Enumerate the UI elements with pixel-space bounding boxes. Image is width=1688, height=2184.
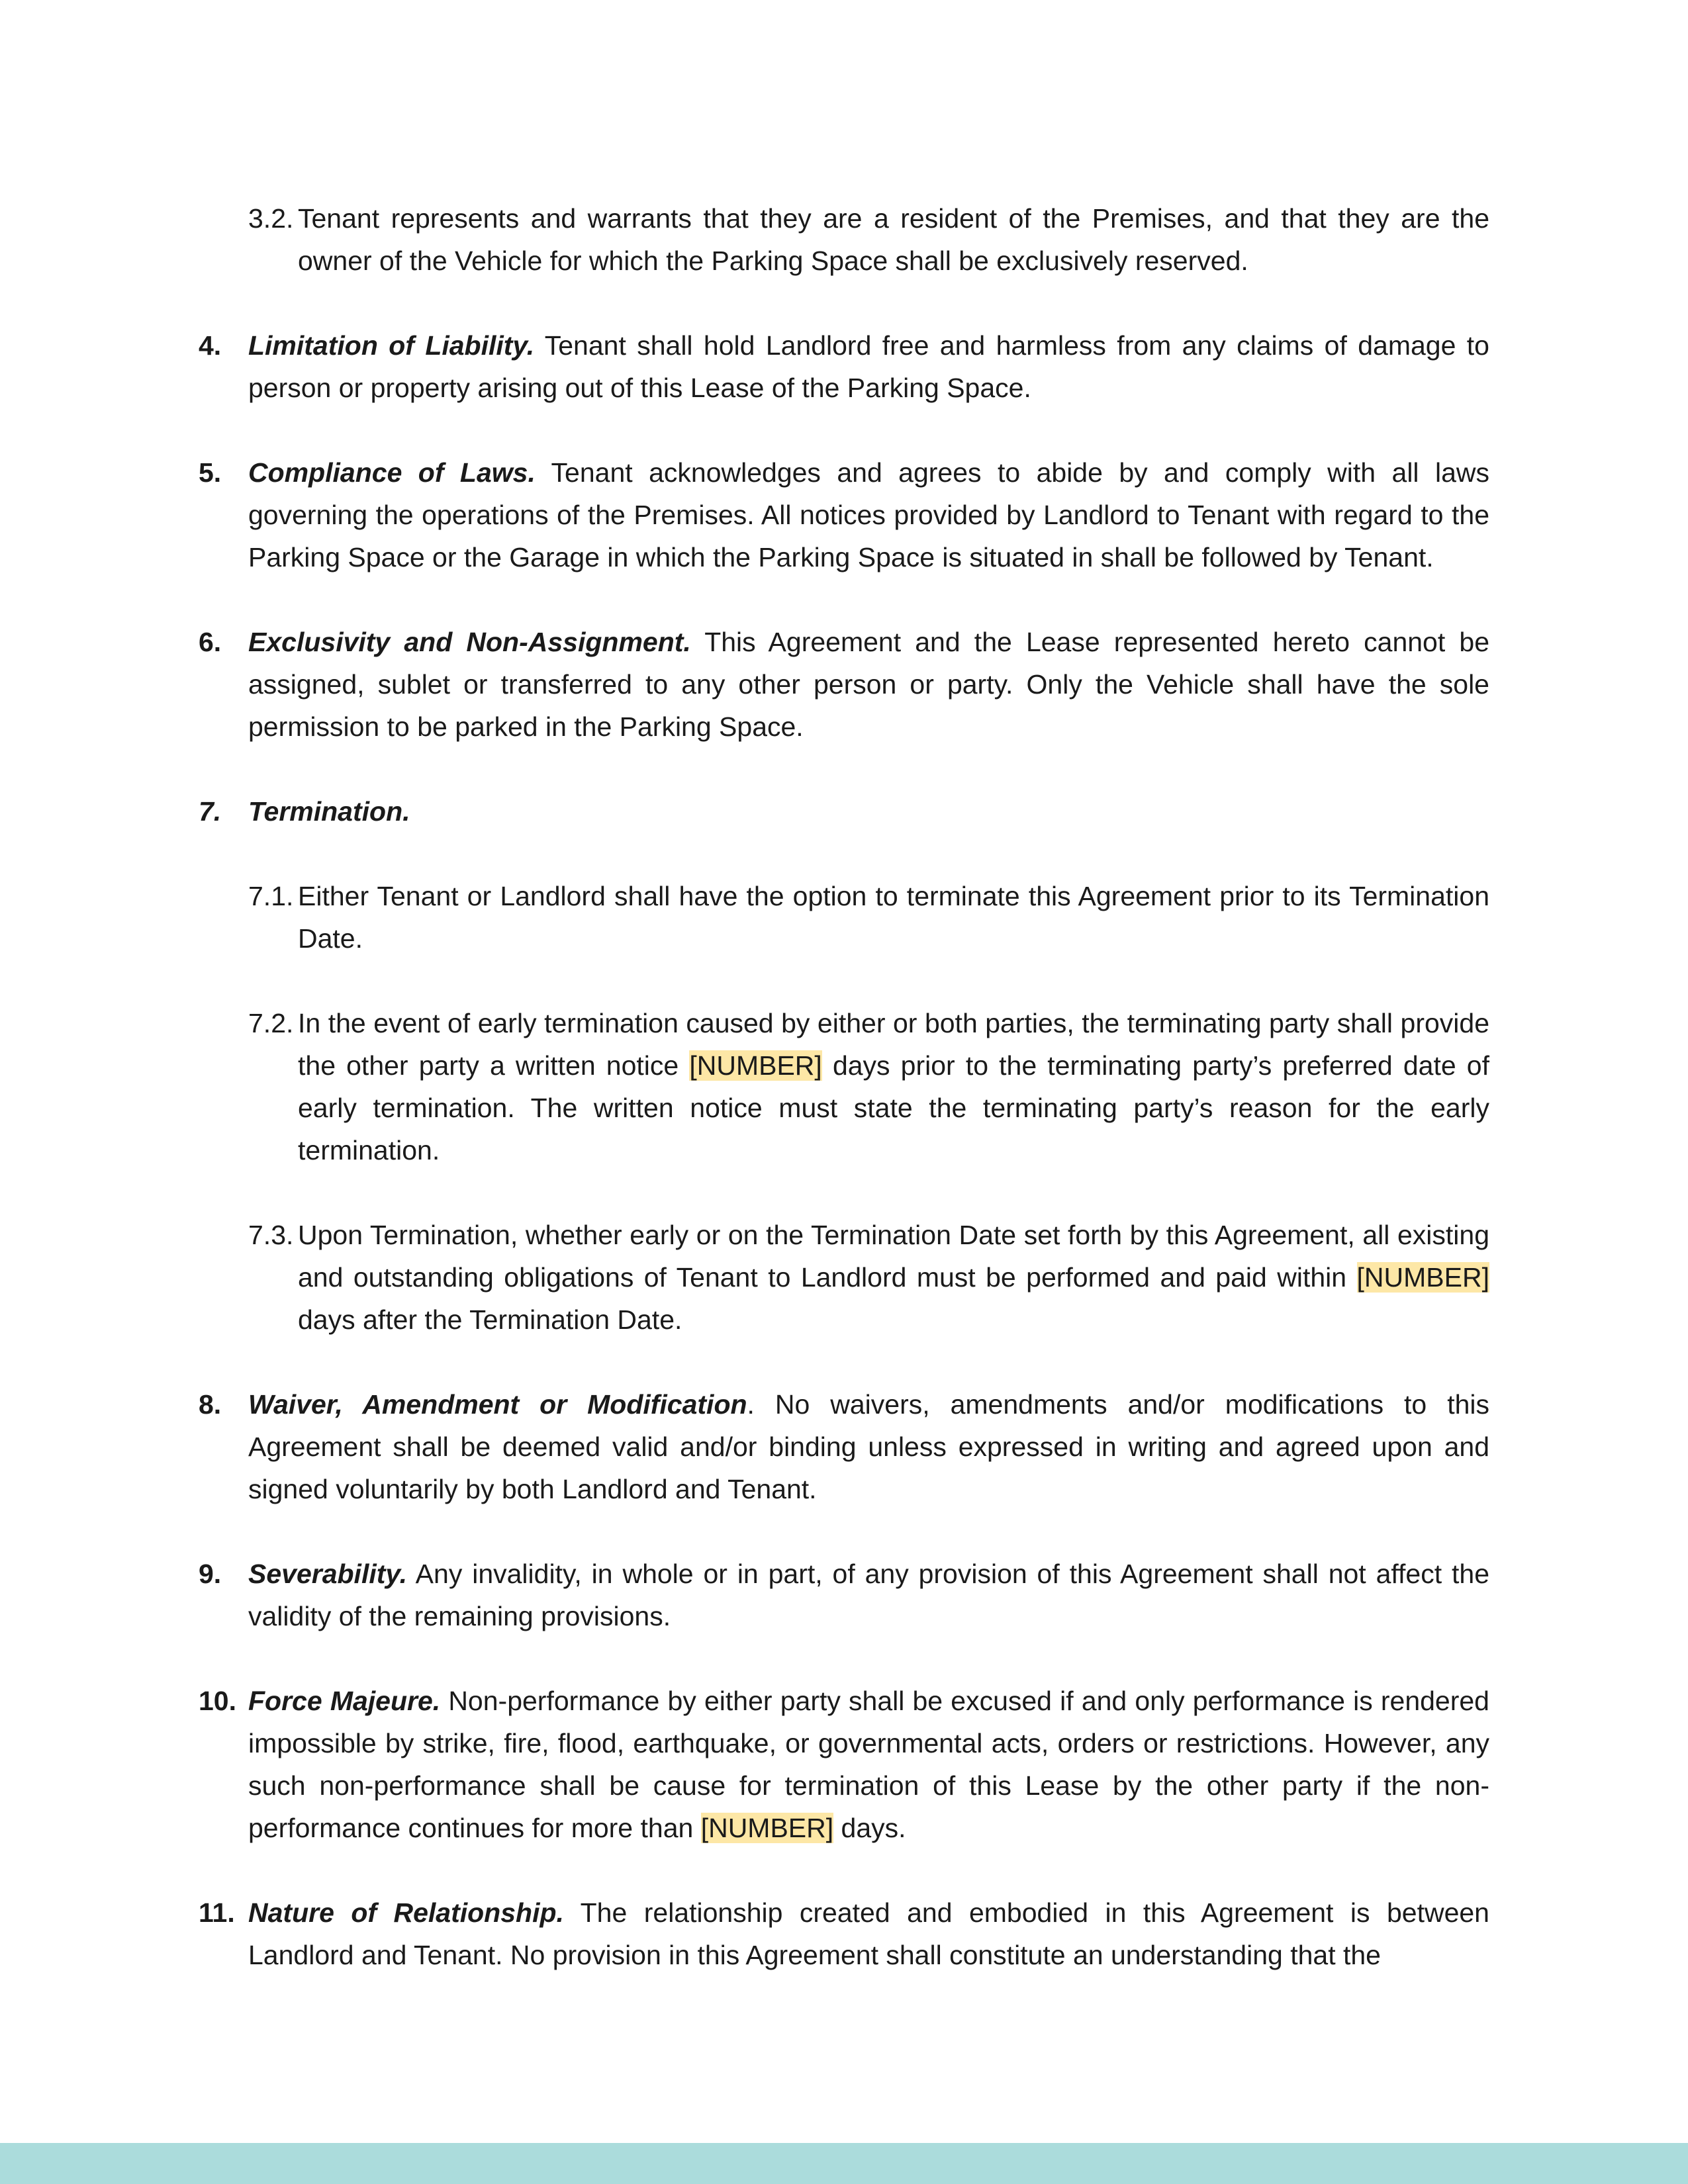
clause-number: 10. bbox=[199, 1686, 236, 1716]
clause-text: . No waivers, amendments and/or modifications to this Agreement shall be deemed valid and/or binding unless expressed in writing and agreed upon and signed voluntarily by both Landlord and Tenant. bbox=[248, 1389, 1489, 1504]
clause-text: Tenant acknowledges and agrees to abide by and comply with all laws governing the operations of the Premises. All notices provided by Landlord to Tenant with regard to the Parking Space or the Garage in which the Parking Space is situated in shall be followed by Tenant. bbox=[248, 457, 1489, 572]
clause-text: days after the Termination Date. bbox=[298, 1304, 682, 1335]
clause-text: The relationship created and embodied in this Agreement is between Landlord and Tenant. No provision in this Agreement shall constitute an understanding that the bbox=[248, 1897, 1489, 1970]
clause-text: In the event of early termination caused by either or both parties, the terminating party shall provide the other party a written notice bbox=[298, 1008, 1489, 1081]
clause-text: This Agreement and the Lease represented hereto cannot be assigned, sublet or transferred to any other person or party. Only the Vehicle shall have the sole permission to be parked in the Parking Space. bbox=[248, 627, 1489, 742]
clause-10 bbox=[199, 1680, 1489, 1849]
clause-7-2 bbox=[248, 1002, 1489, 1171]
clause-number: 6. bbox=[199, 627, 222, 657]
clause-heading: Compliance of Laws. bbox=[248, 457, 536, 488]
clause-text: Either Tenant or Landlord shall have the option to terminate this Agreement prior to its Termination Date. bbox=[298, 881, 1489, 954]
clause-6 bbox=[199, 621, 1489, 748]
footer-band bbox=[0, 2143, 1688, 2184]
number-placeholder: [NUMBER] bbox=[1356, 1262, 1489, 1293]
clause-text: Tenant shall hold Landlord free and harmless from any claims of damage to person or property arising out of this Lease of the Parking Space. bbox=[248, 330, 1489, 403]
clause-heading: Termination. bbox=[248, 796, 410, 827]
clause-heading: Force Majeure. bbox=[248, 1686, 441, 1716]
clause-text: days. bbox=[833, 1813, 906, 1843]
clause-heading: Nature of Relationship. bbox=[248, 1897, 564, 1928]
clause-7 bbox=[199, 790, 1489, 833]
number-placeholder: [NUMBER] bbox=[689, 1050, 822, 1081]
clause-number: 7.3. bbox=[248, 1220, 294, 1250]
number-placeholder: [NUMBER] bbox=[700, 1813, 834, 1843]
clause-9 bbox=[199, 1553, 1489, 1637]
clause-number: 11. bbox=[199, 1897, 235, 1928]
clause-number: 7.1. bbox=[248, 881, 294, 911]
clause-number: 7. bbox=[199, 796, 222, 827]
clause-number: 8. bbox=[199, 1389, 222, 1420]
clause-text: Any invalidity, in whole or in part, of any provision of this Agreement shall not affect the validity of the remaining provisions. bbox=[248, 1559, 1489, 1631]
clause-text: days prior to the terminating party’s preferred date of early termination. The written notice must state the terminating party’s reason for the early termination. bbox=[298, 1050, 1489, 1165]
clause-3-2 bbox=[248, 197, 1489, 282]
clause-heading: Waiver, Amendment or Modification bbox=[248, 1389, 747, 1420]
clause-4 bbox=[199, 324, 1489, 409]
clause-11 bbox=[199, 1891, 1489, 1976]
clause-number: 7.2. bbox=[248, 1008, 294, 1038]
clause-number: 9. bbox=[199, 1559, 222, 1589]
clause-heading: Severability. bbox=[248, 1559, 408, 1589]
clause-5 bbox=[199, 451, 1489, 578]
clause-heading: Limitation of Liability. bbox=[248, 330, 535, 361]
clause-number: 3.2. bbox=[248, 203, 294, 234]
clause-7-3 bbox=[248, 1214, 1489, 1341]
clause-number: 5. bbox=[199, 457, 222, 488]
clause-8 bbox=[199, 1383, 1489, 1510]
clause-text: Non-performance by either party shall be excused if and only performance is rendered impossible by strike, fire, flood, earthquake, or governmental acts, orders or restrictions. However, any such non-performance shall be cause for termination of this Lease by the other party if the non-performance continues for more than bbox=[248, 1686, 1489, 1843]
clause-text: Tenant represents and warrants that they are a resident of the Premises, and that they are the owner of the Vehicle for which the Parking Space shall be exclusively reserved. bbox=[298, 203, 1489, 276]
document-body bbox=[199, 197, 1489, 1976]
clause-number: 4. bbox=[199, 330, 222, 361]
clause-7-1 bbox=[248, 875, 1489, 960]
clause-heading: Exclusivity and Non-Assignment. bbox=[248, 627, 691, 657]
clause-text: Upon Termination, whether early or on the Termination Date set forth by this Agreement, all existing and outstanding obligations of Tenant to Landlord must be performed and paid within bbox=[298, 1220, 1489, 1293]
